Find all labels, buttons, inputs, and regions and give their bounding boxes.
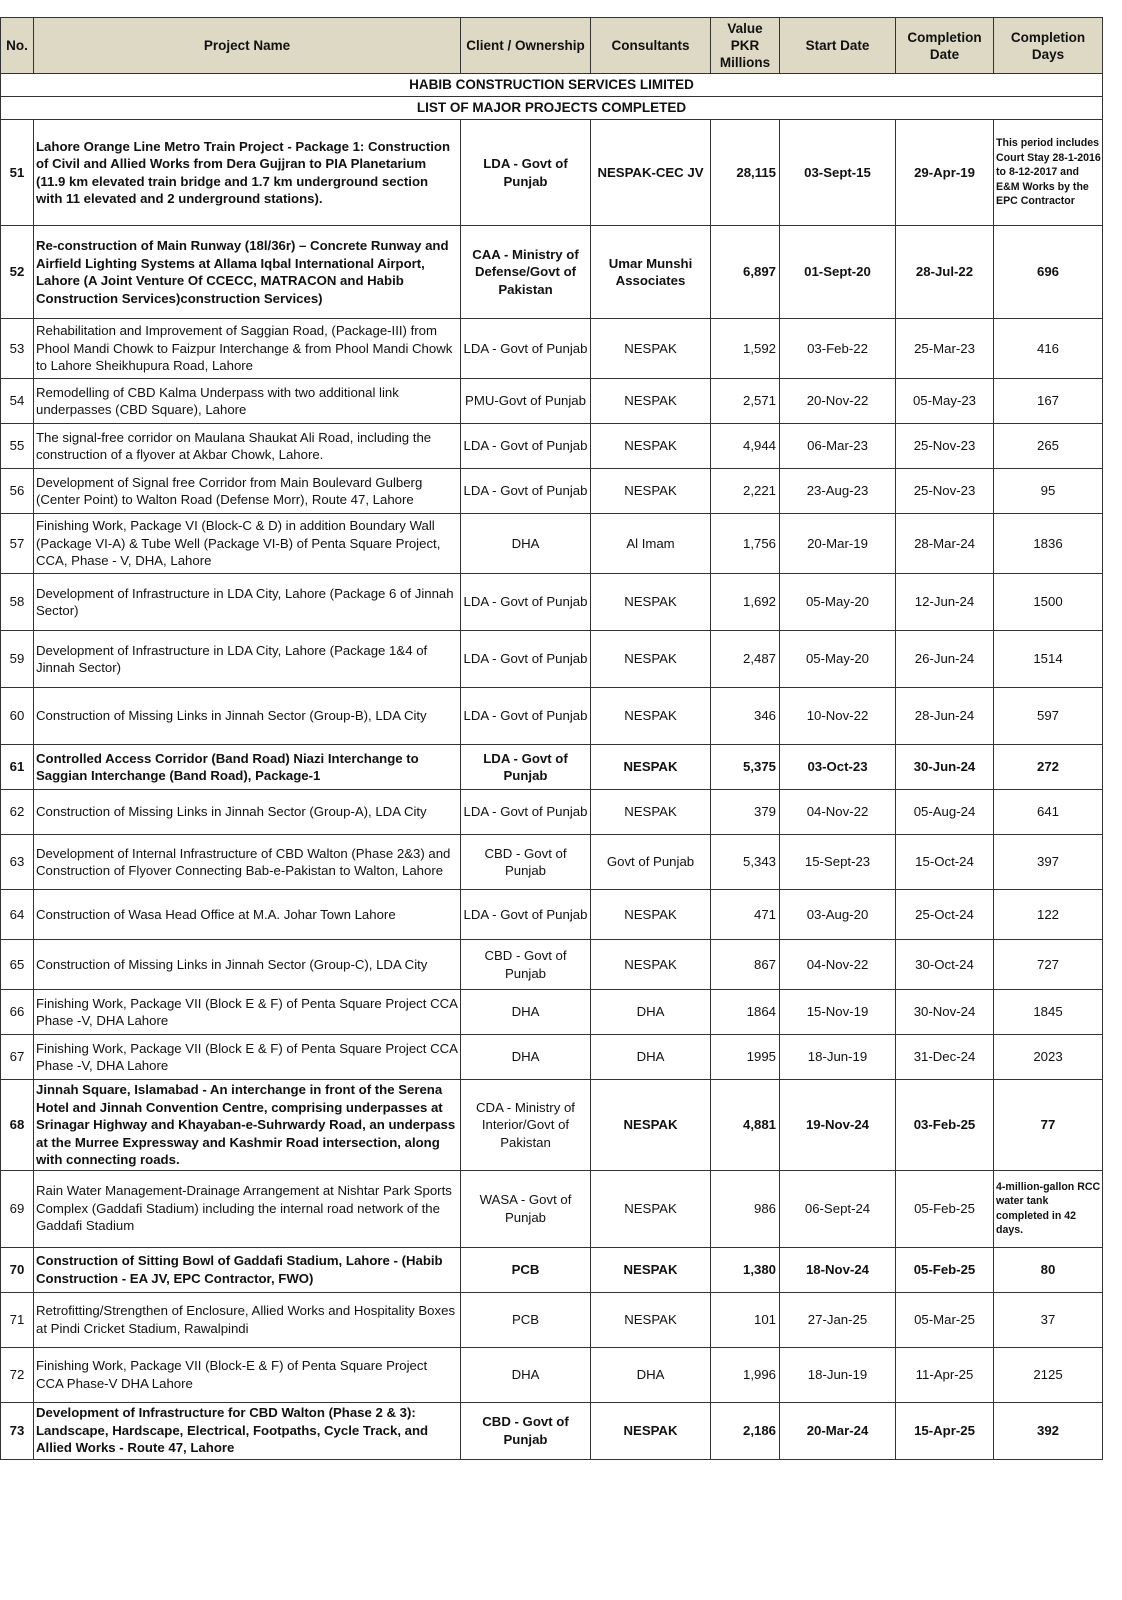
completion-days: 727 [994, 940, 1103, 990]
completion-days: 272 [994, 745, 1103, 790]
client-ownership: DHA [461, 990, 591, 1035]
client-ownership: LDA - Govt of Punjab [461, 469, 591, 514]
client-ownership: LDA - Govt of Punjab [461, 631, 591, 688]
completion-date: 30-Jun-24 [896, 745, 994, 790]
row-number: 57 [1, 514, 34, 574]
client-ownership: CAA - Ministry of Defense/Govt of Pakistan [461, 226, 591, 319]
table-row [1, 688, 1103, 745]
row-number: 56 [1, 469, 34, 514]
row-number: 63 [1, 835, 34, 890]
completion-days: 37 [994, 1292, 1103, 1347]
table-row [1, 835, 1103, 890]
row-number: 55 [1, 424, 34, 469]
row-number: 67 [1, 1035, 34, 1080]
row-number: 64 [1, 890, 34, 940]
company-name: HABIB CONSTRUCTION SERVICES LIMITED [1, 74, 1103, 97]
row-number: 65 [1, 940, 34, 990]
completion-date: 25-Oct-24 [896, 890, 994, 940]
project-name: Controlled Access Corridor (Band Road) Niazi Interchange to Saggian Interchange (Band Road), Package-1 [34, 745, 461, 790]
value-pkr-millions: 986 [711, 1170, 780, 1247]
header-start-date: Start Date [780, 18, 896, 74]
completion-date: 15-Oct-24 [896, 835, 994, 890]
client-ownership: CDA - Ministry of Interior/Govt of Pakistan [461, 1080, 591, 1171]
project-name: Jinnah Square, Islamabad - An interchange in front of the Serena Hotel and Jinnah Convention Centre, comprising underpasses at Srinagar Highway and Khayaban-e-Suhrwardy Road, an underpass at the Murree Expressway and Kashmir Road intersection, along with connecting roads. [34, 1080, 461, 1171]
completion-date: 05-May-23 [896, 379, 994, 424]
project-name: Remodelling of CBD Kalma Underpass with two additional link underpasses (CBD Square), Lahore [34, 379, 461, 424]
table-row [1, 574, 1103, 631]
completion-days: 397 [994, 835, 1103, 890]
table-row [1, 990, 1103, 1035]
start-date: 04-Nov-22 [780, 790, 896, 835]
completion-days: 696 [994, 226, 1103, 319]
completion-days: 1500 [994, 574, 1103, 631]
header-value-line2: PKR [730, 38, 760, 53]
table-row [1, 1402, 1103, 1459]
project-name: Rain Water Management-Drainage Arrangement at Nishtar Park Sports Complex (Gaddafi Stadium) including the internal road network of the Gaddafi Stadium [34, 1170, 461, 1247]
table-row [1, 790, 1103, 835]
row-number: 59 [1, 631, 34, 688]
consultants: DHA [591, 1035, 711, 1080]
start-date: 03-Aug-20 [780, 890, 896, 940]
completion-date: 30-Nov-24 [896, 990, 994, 1035]
row-number: 60 [1, 688, 34, 745]
completion-days: 77 [994, 1080, 1103, 1171]
client-ownership: LDA - Govt of Punjab [461, 120, 591, 226]
value-pkr-millions: 2,487 [711, 631, 780, 688]
project-name: Finishing Work, Package VII (Block E & F) of Penta Square Project CCA Phase -V, DHA Lahore [34, 990, 461, 1035]
header-value [711, 18, 780, 74]
row-number: 66 [1, 990, 34, 1035]
value-pkr-millions: 1995 [711, 1035, 780, 1080]
completion-days: 416 [994, 319, 1103, 379]
client-ownership: DHA [461, 1347, 591, 1402]
project-name: Development of Internal Infrastructure of CBD Walton (Phase 2&3) and Construction of Flyover Connecting Bab-e-Pakistan to Walton, Lahore [34, 835, 461, 890]
projects-table [0, 17, 1103, 1460]
consultants: Umar Munshi Associates [591, 226, 711, 319]
table-row [1, 319, 1103, 379]
completion-date: 11-Apr-25 [896, 1347, 994, 1402]
header-consultants: Consultants [591, 18, 711, 74]
client-ownership: LDA - Govt of Punjab [461, 319, 591, 379]
completion-date: 31-Dec-24 [896, 1035, 994, 1080]
completion-date: 28-Mar-24 [896, 514, 994, 574]
consultants: NESPAK [591, 1247, 711, 1292]
project-name: Finishing Work, Package VII (Block-E & F) of Penta Square Project CCA Phase-V DHA Lahore [34, 1347, 461, 1402]
projects-sheet [0, 17, 1102, 1460]
value-pkr-millions: 1,692 [711, 574, 780, 631]
project-name: Retrofitting/Strengthen of Enclosure, Allied Works and Hospitality Boxes at Pindi Cricket Stadium, Rawalpindi [34, 1292, 461, 1347]
value-pkr-millions: 1864 [711, 990, 780, 1035]
start-date: 15-Sept-23 [780, 835, 896, 890]
completion-days: 80 [994, 1247, 1103, 1292]
project-name: Development of Infrastructure for CBD Walton (Phase 2 & 3): Landscape, Hardscape, Electrical, Footpaths, Cycle Track, and Allied Works - Route 47, Lahore [34, 1402, 461, 1459]
completion-date: 05-Feb-25 [896, 1170, 994, 1247]
project-name: Rehabilitation and Improvement of Saggian Road, (Package-III) from Phool Mandi Chowk to Faizpur Interchange & from Phool Mandi Chowk to Lahore Sheikhupura Road, Lahore [34, 319, 461, 379]
project-name: Re-construction of Main Runway (18l/36r) – Concrete Runway and Airfield Lighting Systems at Allama Iqbal International Airport, Lahore (A Joint Venture Of CCECC, MATRACON and Habib Construction Services)construction Services) [34, 226, 461, 319]
completion-days: 1514 [994, 631, 1103, 688]
header-no: No. [1, 18, 34, 74]
row-number: 52 [1, 226, 34, 319]
row-number: 58 [1, 574, 34, 631]
consultants: NESPAK [591, 379, 711, 424]
start-date: 20-Mar-19 [780, 514, 896, 574]
table-row [1, 1170, 1103, 1247]
consultants: DHA [591, 990, 711, 1035]
completion-date: 15-Apr-25 [896, 1402, 994, 1459]
table-row [1, 469, 1103, 514]
consultants: NESPAK-CEC JV [591, 120, 711, 226]
table-row [1, 424, 1103, 469]
consultants: NESPAK [591, 424, 711, 469]
start-date: 20-Nov-22 [780, 379, 896, 424]
value-pkr-millions: 5,375 [711, 745, 780, 790]
row-number: 62 [1, 790, 34, 835]
value-pkr-millions: 101 [711, 1292, 780, 1347]
completion-days: 597 [994, 688, 1103, 745]
completion-days: 95 [994, 469, 1103, 514]
completion-date: 12-Jun-24 [896, 574, 994, 631]
header-client: Client / Ownership [461, 18, 591, 74]
completion-days: 2023 [994, 1035, 1103, 1080]
project-name: Construction of Missing Links in Jinnah Sector (Group-A), LDA City [34, 790, 461, 835]
table-row [1, 890, 1103, 940]
value-pkr-millions: 1,380 [711, 1247, 780, 1292]
client-ownership: PCB [461, 1292, 591, 1347]
start-date: 03-Oct-23 [780, 745, 896, 790]
project-name: Construction of Missing Links in Jinnah Sector (Group-C), LDA City [34, 940, 461, 990]
value-pkr-millions: 471 [711, 890, 780, 940]
table-row [1, 631, 1103, 688]
completion-days-note: This period includes Court Stay 28-1-2016 to 8-12-2017 and E&M Works by the EPC Contractor [996, 137, 1101, 208]
header-value-line3: Millions [719, 55, 771, 70]
start-date: 03-Feb-22 [780, 319, 896, 379]
completion-days [994, 1170, 1103, 1247]
project-name: Development of Infrastructure in LDA City, Lahore (Package 6 of Jinnah Sector) [34, 574, 461, 631]
list-title: LIST OF MAJOR PROJECTS COMPLETED [1, 97, 1103, 120]
start-date: 18-Nov-24 [780, 1247, 896, 1292]
completion-date: 05-Aug-24 [896, 790, 994, 835]
row-number: 51 [1, 120, 34, 226]
completion-days: 1845 [994, 990, 1103, 1035]
value-pkr-millions: 867 [711, 940, 780, 990]
value-pkr-millions: 1,756 [711, 514, 780, 574]
client-ownership: LDA - Govt of Punjab [461, 890, 591, 940]
consultants: DHA [591, 1347, 711, 1402]
table-row [1, 226, 1103, 319]
row-number: 53 [1, 319, 34, 379]
value-pkr-millions: 4,944 [711, 424, 780, 469]
start-date: 19-Nov-24 [780, 1080, 896, 1171]
table-row [1, 120, 1103, 226]
completion-days [994, 120, 1103, 226]
value-pkr-millions: 6,897 [711, 226, 780, 319]
project-name: The signal-free corridor on Maulana Shaukat Ali Road, including the construction of a flyover at Akbar Chowk, Lahore. [34, 424, 461, 469]
completion-date: 28-Jul-22 [896, 226, 994, 319]
start-date: 06-Sept-24 [780, 1170, 896, 1247]
project-name: Development of Signal free Corridor from Main Boulevard Gulberg (Center Point) to Walton Road (Defense Morr), Route 47, Lahore [34, 469, 461, 514]
consultants: NESPAK [591, 790, 711, 835]
completion-days: 2125 [994, 1347, 1103, 1402]
completion-date: 28-Jun-24 [896, 688, 994, 745]
value-pkr-millions: 2,186 [711, 1402, 780, 1459]
consultants: NESPAK [591, 940, 711, 990]
row-number: 69 [1, 1170, 34, 1247]
value-pkr-millions: 1,592 [711, 319, 780, 379]
completion-days: 641 [994, 790, 1103, 835]
value-pkr-millions: 346 [711, 688, 780, 745]
consultants: Govt of Punjab [591, 835, 711, 890]
client-ownership: CBD - Govt of Punjab [461, 835, 591, 890]
project-name: Lahore Orange Line Metro Train Project - Package 1: Construction of Civil and Allied Works from Dera Gujjran to PIA Planetarium (11.9 km elevated train bridge and 1.7 km underground section with 11 elevated and 2 underground stations). [34, 120, 461, 226]
value-pkr-millions: 2,571 [711, 379, 780, 424]
start-date: 10-Nov-22 [780, 688, 896, 745]
completion-date: 30-Oct-24 [896, 940, 994, 990]
client-ownership: DHA [461, 514, 591, 574]
completion-days: 265 [994, 424, 1103, 469]
table-row [1, 1035, 1103, 1080]
header-project-name: Project Name [34, 18, 461, 74]
client-ownership: DHA [461, 1035, 591, 1080]
completion-days: 167 [994, 379, 1103, 424]
consultants: NESPAK [591, 319, 711, 379]
value-pkr-millions: 4,881 [711, 1080, 780, 1171]
row-number: 71 [1, 1292, 34, 1347]
project-name: Development of Infrastructure in LDA City, Lahore (Package 1&4 of Jinnah Sector) [34, 631, 461, 688]
header-value-line1: Value [727, 21, 763, 36]
consultants: NESPAK [591, 574, 711, 631]
consultants: NESPAK [591, 1080, 711, 1171]
row-number: 68 [1, 1080, 34, 1171]
client-ownership: LDA - Govt of Punjab [461, 688, 591, 745]
table-row [1, 379, 1103, 424]
start-date: 15-Nov-19 [780, 990, 896, 1035]
project-name: Construction of Missing Links in Jinnah Sector (Group-B), LDA City [34, 688, 461, 745]
row-number: 61 [1, 745, 34, 790]
start-date: 04-Nov-22 [780, 940, 896, 990]
start-date: 05-May-20 [780, 631, 896, 688]
start-date: 05-May-20 [780, 574, 896, 631]
consultants: NESPAK [591, 890, 711, 940]
table-row [1, 514, 1103, 574]
consultants: NESPAK [591, 1292, 711, 1347]
value-pkr-millions: 5,343 [711, 835, 780, 890]
header-completion-date: Completion Date [896, 18, 994, 74]
completion-date: 26-Jun-24 [896, 631, 994, 688]
value-pkr-millions: 2,221 [711, 469, 780, 514]
completion-date: 25-Nov-23 [896, 469, 994, 514]
start-date: 23-Aug-23 [780, 469, 896, 514]
table-row [1, 1247, 1103, 1292]
client-ownership: LDA - Govt of Punjab [461, 745, 591, 790]
consultants: NESPAK [591, 1402, 711, 1459]
completion-date: 03-Feb-25 [896, 1080, 994, 1171]
project-name: Construction of Wasa Head Office at M.A. Johar Town Lahore [34, 890, 461, 940]
client-ownership: CBD - Govt of Punjab [461, 1402, 591, 1459]
project-name: Finishing Work, Package VII (Block E & F) of Penta Square Project CCA Phase -V, DHA Lahore [34, 1035, 461, 1080]
project-name: Finishing Work, Package VI (Block-C & D) in addition Boundary Wall (Package VI-A) & Tube Well (Package VI-B) of Penta Square Project, CCA, Phase - V, DHA, Lahore [34, 514, 461, 574]
completion-days: 122 [994, 890, 1103, 940]
completion-date: 25-Mar-23 [896, 319, 994, 379]
consultants: Al Imam [591, 514, 711, 574]
client-ownership: LDA - Govt of Punjab [461, 790, 591, 835]
table-row [1, 940, 1103, 990]
completion-date: 05-Feb-25 [896, 1247, 994, 1292]
row-number: 54 [1, 379, 34, 424]
consultants: NESPAK [591, 469, 711, 514]
start-date: 27-Jan-25 [780, 1292, 896, 1347]
client-ownership: LDA - Govt of Punjab [461, 424, 591, 469]
table-row [1, 1292, 1103, 1347]
client-ownership: WASA - Govt of Punjab [461, 1170, 591, 1247]
header-completion-days: Completion Days [994, 18, 1103, 74]
start-date: 18-Jun-19 [780, 1035, 896, 1080]
completion-date: 29-Apr-19 [896, 120, 994, 226]
client-ownership: CBD - Govt of Punjab [461, 940, 591, 990]
consultants: NESPAK [591, 1170, 711, 1247]
project-name: Construction of Sitting Bowl of Gaddafi Stadium, Lahore - (Habib Construction - EA JV, EPC Contractor, FWO) [34, 1247, 461, 1292]
start-date: 01-Sept-20 [780, 226, 896, 319]
completion-date: 25-Nov-23 [896, 424, 994, 469]
client-ownership: PMU-Govt of Punjab [461, 379, 591, 424]
table-row [1, 1080, 1103, 1171]
row-number: 72 [1, 1347, 34, 1402]
completion-days: 1836 [994, 514, 1103, 574]
table-row [1, 1347, 1103, 1402]
consultants: NESPAK [591, 688, 711, 745]
completion-days-note: 4-million-gallon RCC water tank completed in 42 days. [996, 1180, 1101, 1236]
start-date: 06-Mar-23 [780, 424, 896, 469]
start-date: 03-Sept-15 [780, 120, 896, 226]
table-row [1, 745, 1103, 790]
value-pkr-millions: 1,996 [711, 1347, 780, 1402]
consultants: NESPAK [591, 631, 711, 688]
consultants: NESPAK [591, 745, 711, 790]
value-pkr-millions: 28,115 [711, 120, 780, 226]
table-body [1, 120, 1103, 1460]
completion-date: 05-Mar-25 [896, 1292, 994, 1347]
row-number: 70 [1, 1247, 34, 1292]
client-ownership: PCB [461, 1247, 591, 1292]
client-ownership: LDA - Govt of Punjab [461, 574, 591, 631]
start-date: 18-Jun-19 [780, 1347, 896, 1402]
row-number: 73 [1, 1402, 34, 1459]
start-date: 20-Mar-24 [780, 1402, 896, 1459]
value-pkr-millions: 379 [711, 790, 780, 835]
completion-days: 392 [994, 1402, 1103, 1459]
